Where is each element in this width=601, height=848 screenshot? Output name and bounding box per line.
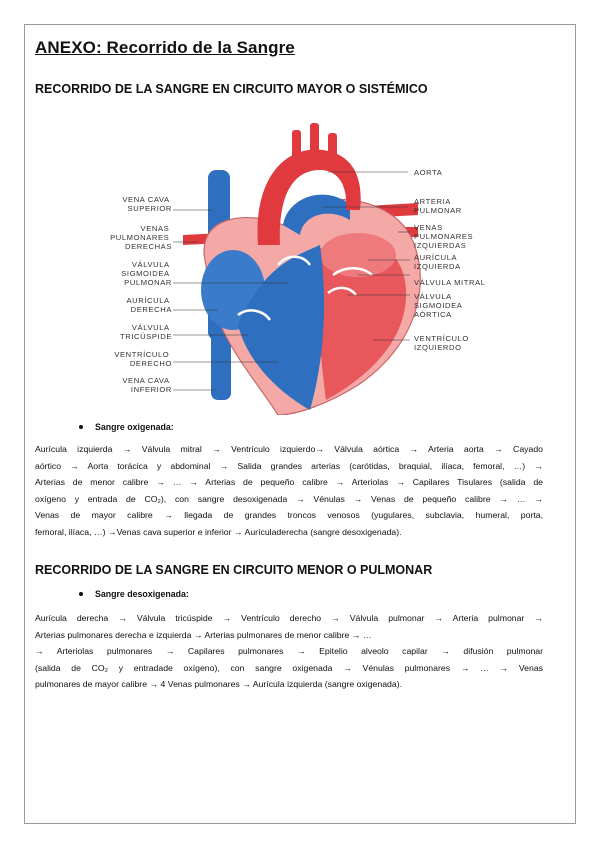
- bullet-dot: [79, 425, 83, 429]
- label-valvula-sigmoidea-aortica: VÁLVULA SIGMOIDEA AÓRTICA: [414, 292, 463, 319]
- section-heading-pulmonary: RECORRIDO DE LA SANGRE EN CIRCUITO MENOR O PULMONAR: [35, 563, 433, 577]
- bullet-dot: [79, 592, 83, 596]
- bullet-label: Sangre desoxigenada:: [95, 589, 189, 599]
- bullet-sangre-oxigenada: [79, 422, 174, 432]
- text-line: Aurícula derecha → Válvula tricúspide → Ventrículo derecho → Válvula pulmonar → Arteria pulmonar →: [35, 613, 543, 623]
- section-heading-systemic: RECORRIDO DE LA SANGRE EN CIRCUITO MAYOR O SISTÉMICO: [35, 82, 428, 96]
- label-auricula-izquierda: AURÍCULA IZQUIERDA: [414, 253, 461, 271]
- left-atrium-shape: [320, 233, 396, 277]
- label-ventriculo-izquierdo: VENTRÍCULO IZQUIERDO: [414, 334, 469, 352]
- text-line: femoral, ilíaca, …) →Venas cava superior e inferior → Aurículaderecha (sangre desoxigenada).: [35, 526, 402, 537]
- bullet-sangre-desoxigenada: [79, 589, 189, 599]
- label-venas-pulmonares-izquierdas: VENAS PULMONARES IZQUIERDAS: [414, 223, 474, 250]
- document-title: ANEXO: Recorrido de la Sangre: [35, 38, 295, 57]
- text-line: (salida de CO₂ y entradade oxígeno), con sangre oxigenada → Vénulas pulmonares → … → Venas: [35, 662, 543, 673]
- heart-labels-left: [110, 195, 172, 394]
- text-line: Aurícula izquierda → Válvula mitral → Ventrículo izquierdo→ Válvula aórtica → Arteria aorta → Cayado: [35, 444, 543, 454]
- text-line: Arterias de menor calibre → … → Arterias de pequeño calibre → Arteriolas → Capilares Tisulares (salida de: [35, 477, 543, 488]
- bullet-label: Sangre oxigenada:: [95, 422, 174, 432]
- aorta-branch-3-shape: [328, 133, 337, 159]
- label-valvula-mitral: VÁLVULA MITRAL: [414, 278, 486, 287]
- paragraph-pulmonary-circuit: [35, 610, 543, 693]
- heart-diagram: [88, 115, 508, 415]
- aorta-branch-2-shape: [310, 123, 319, 155]
- label-valvula-sigmoidea-pulmonar: VÁLVULA SIGMOIDEA PULMONAR: [121, 260, 172, 287]
- label-ventriculo-derecho: VENTRÍCULO DERECHO: [114, 350, 172, 368]
- label-venas-pulmonares-derechas: VENAS PULMONARES DERECHAS: [110, 224, 172, 251]
- text-line: pulmonares de mayor calibre → 4 Venas pulmonares → Aurícula izquierda (sangre oxigenada).: [35, 679, 403, 690]
- heart-labels-right: [414, 168, 486, 352]
- paragraph-systemic-circuit: [35, 441, 543, 541]
- text-line: Venas de mayor calibre → llegada de grandes troncos venosos (yugulares, subclavia, humeral, porta,: [35, 510, 543, 521]
- label-vena-cava-inferior: VENA CAVA INFERIOR: [122, 376, 172, 394]
- label-arteria-pulmonar: ARTERIA PULMONAR: [414, 197, 462, 215]
- label-auricula-derecha: AURÍCULA DERECHA: [126, 296, 172, 314]
- text-line: aórtico → Aorta torácica y abdominal → Salida grandes arterias (carótidas, braquial, ilíaca, femoral, …) →: [35, 460, 543, 471]
- aorta-branch-1-shape: [292, 130, 301, 158]
- text-line: Arterias pulmonares derecha e izquierda → Arterias pulmonares de menor calibre → …: [35, 629, 372, 640]
- label-aorta: AORTA: [414, 168, 443, 177]
- text-line: oxígeno y entrada de CO₂), con sangre desoxigenada → Vénulas → Venas de pequeño calibre → … →: [35, 493, 543, 504]
- label-vena-cava-superior: VENA CAVA SUPERIOR: [122, 195, 172, 213]
- text-line: → Arteriolas pulmonares → Capilares pulmonares → Epitelio alveolo capilar → difusión pulmonar: [35, 646, 543, 657]
- label-valvula-tricuspide: VÁLVULA TRICÚSPIDE: [120, 323, 172, 341]
